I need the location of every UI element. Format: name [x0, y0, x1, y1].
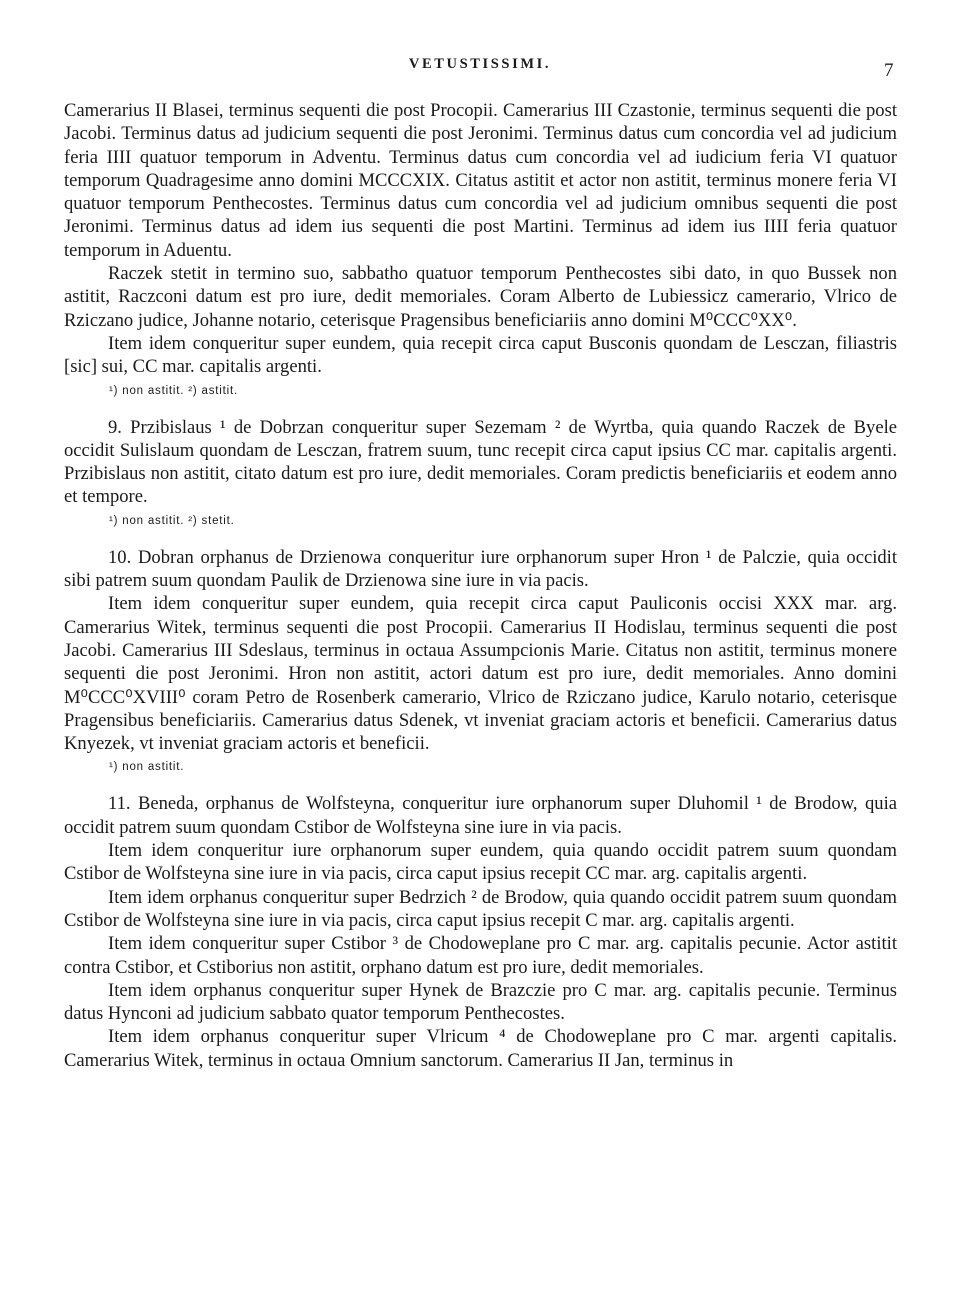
footnote: ¹) non astitit. ²) astitit. — [109, 384, 238, 397]
body-text — [64, 99, 897, 1072]
paragraph-entry-9: 9. Przibislaus ¹ de Dobrzan conqueritur super Sezemam ² de Wyrtba, quia quando Raczek de Byele occidit Sulislaum quondam de Lesczan, fratrem suum, tunc recepit circa caput ipsius CC mar. capitalis argenti. Przibislaus non astitit, citato datum est pro iure, dedit memoriales. Coram predictis beneficiariis et eodem anno et tempore. — [64, 416, 897, 508]
page-number: 7 — [884, 60, 894, 81]
footnote: ¹) non astitit. ²) stetit. — [109, 514, 235, 527]
paragraph: Camerarius II Blasei, terminus sequenti die post Procopii. Camerarius III Czastonie, terminus sequenti die post Jacobi. Terminus datus ad judicium sequenti die post Jeronimi. Terminus datus cum concordia vel ad judicium feria IIII quatuor temporum in Adventu. Terminus datus cum concordia vel ad iudicium feria VI quatuor temporum Quadragesime anno domini MCCCXIX. Citatus astitit et actor non astitit, terminus monere feria VI quatuor temporum Penthecostes. Terminus datus cum concordia vel ad judicium omnibus sequenti die post Jeronimi. Terminus datus ad idem ius sequenti die post Martini. Terminus ad idem ius IIII feria quatuor temporum in Aduentu. — [64, 100, 897, 261]
paragraph: Item idem orphanus conqueritur super Bedrzich ² de Brodow, quia quando occidit patrem suum quondam Cstibor de Wolfsteyna sine iure in via pacis, circa caput ipsius recepit C mar. arg. capitalis argenti. — [64, 886, 897, 931]
paragraph: Item idem orphanus conqueritur super Vlricum ⁴ de Chodoweplane pro C mar. argenti capitalis. Camerarius Witek, terminus in octaua Omnium sanctorum. Camerarius II Jan, terminus in — [64, 1026, 897, 1071]
paragraph: Item idem conqueritur super eundem, quia recepit circa caput Pauliconis occisi XXX mar. arg. Camerarius Witek, terminus sequenti die post Procopii. Camerarius II Hodislau, terminus sequenti die post Jacobi. Camerarius III Sdeslaus, terminus in octaua Assumpcionis Marie. Citatus non astitit, terminus monere sequenti die post Jeronimi. Hron non astitit, actori datum est pro iure, dedit memoriales. Anno domini M⁰CCC⁰XVIII⁰ coram Petro de Rosenberk camerario, Vlrico de Rziczano judice, Karulo notario, ceterisque Pragensibus beneficiariis. Camerarius datus Sdenek, vt inveniat graciam actoris et beneficii. Camerarius datus Knyezek, vt inveniat graciam actoris et beneficii. — [64, 593, 897, 755]
paragraph: Item idem conqueritur iure orphanorum super eundem, quia quando occidit patrem suum quondam Cstibor de Wolfsteyna sine iure in via pacis, circa caput ipsius recepit CC mar. arg. capitalis argenti. — [64, 840, 897, 885]
paragraph: Item idem conqueritur super eundem, quia recepit circa caput Busconis quondam de Lesczan, filiastris [sic] sui, CC mar. capitalis argenti. — [64, 332, 897, 378]
running-title: VETUSTISSIMI. — [408, 56, 552, 72]
paragraph-entry-10: 10. Dobran orphanus de Drzienowa conqueritur iure orphanorum super Hron ¹ de Palczie, quia occidit sibi patrem suum quondam Paulik de Drzienowa sine iure in via pacis. — [64, 546, 897, 592]
paragraph: Item idem conqueritur super Cstibor ³ de Chodoweplane pro C mar. arg. capitalis pecunie. Actor astitit contra Cstibor, et Cstiborius non astitit, orphano datum est pro iure, dedit memoriales. — [64, 933, 897, 978]
paragraph-entry-11: 11. Beneda, orphanus de Wolfsteyna, conqueritur iure orphanorum super Dluhomil ¹ de Brodow, quia occidit patrem suum quondam Cstibor de Wolfsteyna sine iure in via pacis. — [64, 793, 897, 838]
paragraph: Item idem orphanus conqueritur super Hynek de Brazczie pro C mar. arg. capitalis pecunie. Terminus datus Hynconi ad judicium sabbato quator temporum Penthecostes. — [64, 979, 897, 1025]
footnote: ¹) non astitit. — [109, 761, 185, 774]
paragraph: Raczek stetit in termino suo, sabbatho quatuor temporum Penthecostes sibi dato, in quo Bussek non astitit, Raczconi datum est pro iure, dedit memoriales. Coram Alberto de Lubiessicz camerario, Vlrico de Rziczano judice, Johanne notario, ceterisque Pragensibus beneficiariis anno domini M⁰CCC⁰XX⁰. — [64, 263, 897, 331]
